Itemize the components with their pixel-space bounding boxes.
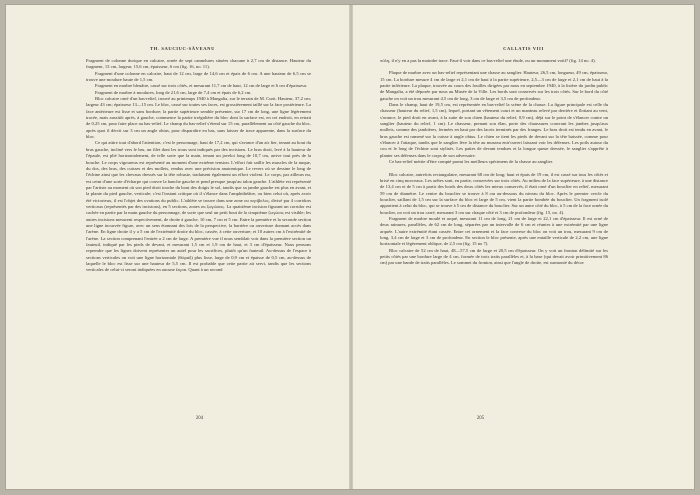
paragraph: Dans le champ, haut de 19,5 cm, est représentée en bas-relief la scène de la chasse. La figure principale est celle du chasseur (hauteur du relief, 1,5 cm), lequel, portant un vêtement court et un manteau relevé par derrière et flottant au vent, s'avance, le pied droit en avant, à la suite de son chien (hauteur du relief, 0,9 cm), déjà sur le point de s'élancer contre un sanglier (hauteur du relief, 1 cm). Le chasseur, prenant son élan, porte des chaussures couvrant les jambes jusqu'aux mollets, comme des jambières, fermées en haut par des lacets terminés par des franges. Le bras droit est tendu en avant, le bras gauche est ramené sur la cuisse à angle obtus. Le chien se tient les pieds de devant sur la tête baissée, comme pour s'élancer à l'attaque, tandis que le sanglier lève la tête au museau entr'ouvert laissant voir les défenses. Les poils autour du cou et le long de l'échine sont stylisés. Les pattes de devant tendues et la longue queue dressée, le sanglier s'apprête à planter ses défenses dans le corps de son adversaire.	[380, 102, 608, 158]
paragraph: Ce bas-relief mérite d'être compté parmi les meilleurs spécimens de la chasse au sanglier.	[389, 159, 554, 165]
page-body	[86, 58, 311, 274]
running-header: TH. SAUCIUC-SĂVEANU	[150, 46, 215, 51]
paragraph: Ce qui attire tout d'abord l'attention, c'est le personnage, haut de 17,2 cm, qui s'avance d'un air fier, tenant au bout du bras gauche, incliné vers le bas, un filet dont les trous sont indiqués par des incisions. Le bras droit, levé à la hauteur de l'épaule, est plié horizontalement, de telle sorte que la main, tenant un javelot long de 10,7 cm, arrive tout près de la bouche. Le corps vigoureux est représenté au moment d'une extrême tension. L'effort fait saillir les muscles de la nuque, du dos, des bras, des cuisses et des mollets, rendus avec une précision anatomique. Le revers où se dessine le long de l'échine ainsi que les chevaux dressés sur la tête robuste, traduisent également un effort violent. Le corps, par ailleurs nu, est ceint d'une sorte d'écharpe qui couvre la hanche gauche et pend presque jusqu'au talon gauche. L'athlète est représenté par l'artiste au moment où son pied droit touche du bout des doigts le sol, tandis que sa jambe gauche est plus en avant, et la plante du pied gauche, verticale; c'est l'instant critique où il s'élance dans l'amphithéâtre, ou bien celui où, après avoir été victorieux, il est l'objet des ovations du public. L'athlète se trouve dans une zone ou περίβολος, divisé par 4 corridors verticaux (représentés par des incisions), en 5 sections, zones ou ζωγώσεις. La quatrième incision figurant un corridor est cachée en partie par la main gauche du personnage, de sorte que seul un petit bout de la cinquième ζωγώσις est visible; les autres incisions mesurent respectivement, de droite à gauche, 10 cm, 7 cm et 5 cm. Entre la première et la seconde section une ligne incurvée figure, avec un sens étonnant des lois de la perspective, la barrière ou ouverture donnant accès dans l'arène. En ligne droite il y a 5 cm de l'extrémité droite du bloc, cassée, à cette ouverture; et 10 autres cm à l'extrémité de l'arène. La section comprenant l'entrée a 2 cm de large. A première vue il nous semblait voir dans la première section un fauteuil, indiqué par les pieds de devant, et mesurant 1,5 cm et 1,9 cm de haut, et 3 cm d'épaisseur. Nous pensons reprendre que les lignes doivent représenter un autel pour les sacrifices, plutôt qu'un fauteuil. Au-dessus de l'espace à sections verticales on voit une ligne horizontale (θώραξ) plus lisse, large de 0,9 cm et épaisse de 0,5 cm, au-dessus de laquelle le bloc est lisse sur une hauteur de 5,5 cm. Il est probable que cette partie ait servi, tandis que les sections verticales de celui-ci seront indiquées en aucune façon. Quant à un second	[86, 140, 311, 273]
paragraph: πύλη, il n'y en a pas la moindre trace. Faut-il voir dans ce bas-relief une étude, ou un monument votif? (fig. 14 no. 4).	[380, 58, 596, 63]
paragraph: Fragment de marbre à moulures, long de 21,6 cm, large de 7,4 cm et épais de 6,2 cm.	[95, 89, 252, 95]
paragraph: Bloc calcaire, autrefois rectangulaire, mesurant 68 cm de long; haut et épais de 19 cm, il est cassé sur tous les côtés et brisé en cinq morceaux. Les arêtes sont, en partie, conservées sur trois côtés. Au milieu de la face supérieure, à une distance de 13,4 cm et de 5 cm à partir des bords des deux côtés les mieux conservés, il était orné d'un bouclier en relief, mesurant 59 cm de diamètre. Le centre du bouclier se trouve à 8 cm au-dessous du niveau du bloc. Après le premier cercle du bouclier, saillant de 1,5 cm sur la surface du bloc et large de 5 cm, vient la partie bombée du bouclier. Un fragment isolé appartient à celui du bloc, qui se trouve à 5 cm de distance du bouclier. Sur un autre côté du bloc, à 5 cm de la face ornée du bouclier, on voit un trou carré, mesurant 3 cm sur chaque côté et 3 cm de profondeur (fig. 15, no. 4).	[380, 171, 608, 215]
paragraph: Bloc calcaire de 52 cm de haut, 48—57,5 cm de large et 20,5 cm d'épaisseur. On y voit un fronton délimité sur les petits côtés par une bordure large de 4 cm, formée de trois traits parallèles et, à la base (qui devait avoir primitivement 86 cm) par une bande de traits parallèles. Le sommet du fronton, ainsi que l'angle de droite, est surmonté du décor	[380, 247, 608, 266]
running-header: CALLATIS VIII	[503, 46, 544, 51]
book-spread	[6, 5, 694, 489]
paragraph: Fragment d'une colonne en calcaire, haut de 12 cm, large de 14,6 cm et épais de 6 cm. A une hauteur de 6,5 cm se trouve une moulure haute de 1,5 cm.	[86, 70, 311, 83]
page-body	[380, 58, 608, 267]
page-number: 204	[195, 416, 204, 421]
paragraph: Plaque de marbre avec un bas-relief représentant une chasse au sanglier. Hauteur, 26,5 cm, longueur, 49 cm, épaisseur, 15 cm. La bordure mesure 4 cm de large et 2,1 cm de haut à la partie supérieure, 2,5—3 cm de large et 2,1 cm de haut à la partie inférieure. La plaque, trouvée au cours des fouilles dirigées par nous en septembre 1940, à la lisière du jardin public de Mangalia, a été déposée par nous au Musée de la Ville. Les bords sont conservés sur les trois côtés. Sur le bord du côté gauche on voit un trou mesurant 4,5 cm de long, 3 cm de large et 3,5 cm de profondeur.	[380, 70, 608, 101]
page-number: 205	[476, 416, 485, 421]
right-page	[353, 5, 694, 489]
left-page	[6, 5, 349, 489]
paragraph: Fragment de colonne dorique en calcaire, ornée de sept cannelures situées chacune à 2,7 cm de distance. Hauteur du fragment, 13 cm, largeur, 15,6 cm, épaisseur, 6 cm (fig. 16, no. 11).	[86, 58, 311, 70]
paragraph: Bloc calcaire orné d'un bas-relief, trouvé au printemps 1940 à Mangalia, sur le terrain de M. Curti. Hauteur, 37,2 cm; largeur 43 cm; épaisseur 13—15 cm. Le bloc, cassé sur toutes ses faces, est grossièrement taillé sur la face postérieure. La face antérieure est lisse et sans bordure; la partie supérieure semble présenter, sur 17 cm de long, une ligne légèrement tracée, mais aussitôt après, à gauche, commence la partie irrégulière du bloc dont la surface est, en cet endroit, en retrait de 0,25 cm, pour faire place au bas-relief. Le champ du bas-relief s'étend sur 15 cm, parallèlement au côté gauche du bloc, après quoi il décrit sur 3 cm un angle obtus, pour disparaître en bas, sans laisser de trace apparente, dans la surface du bloc.	[86, 96, 311, 140]
paragraph: Fragment en marbre bleuâtre, cassé sur trois côtés, et mesurant 11,7 cm de haut, 12 cm de large et 6 cm d'épaisseur.	[95, 83, 308, 89]
paragraph: Fragment de marbre moulé et arqué, mesurant 11 cm de long, 21 cm de large et 22,1 cm d'épaisseur. Il est orné de deux rainures, parallèles, de 62 cm de long, séparées par un intervalle de 6 cm et réunies à une extrémité par une ligne arquée. L'autre extrémité étant cassée. Entre cet ornement et la face convexe du bloc on voit un trou, mesurant 9 cm de long, 3,4 cm de large et 3 cm de profondeur. En section le bloc présente, après une entaille verticale de 2,2 cm, une ligne horizontale et légèrement oblique, de 2,5 cm (fig. 15 no 7).	[380, 215, 608, 247]
